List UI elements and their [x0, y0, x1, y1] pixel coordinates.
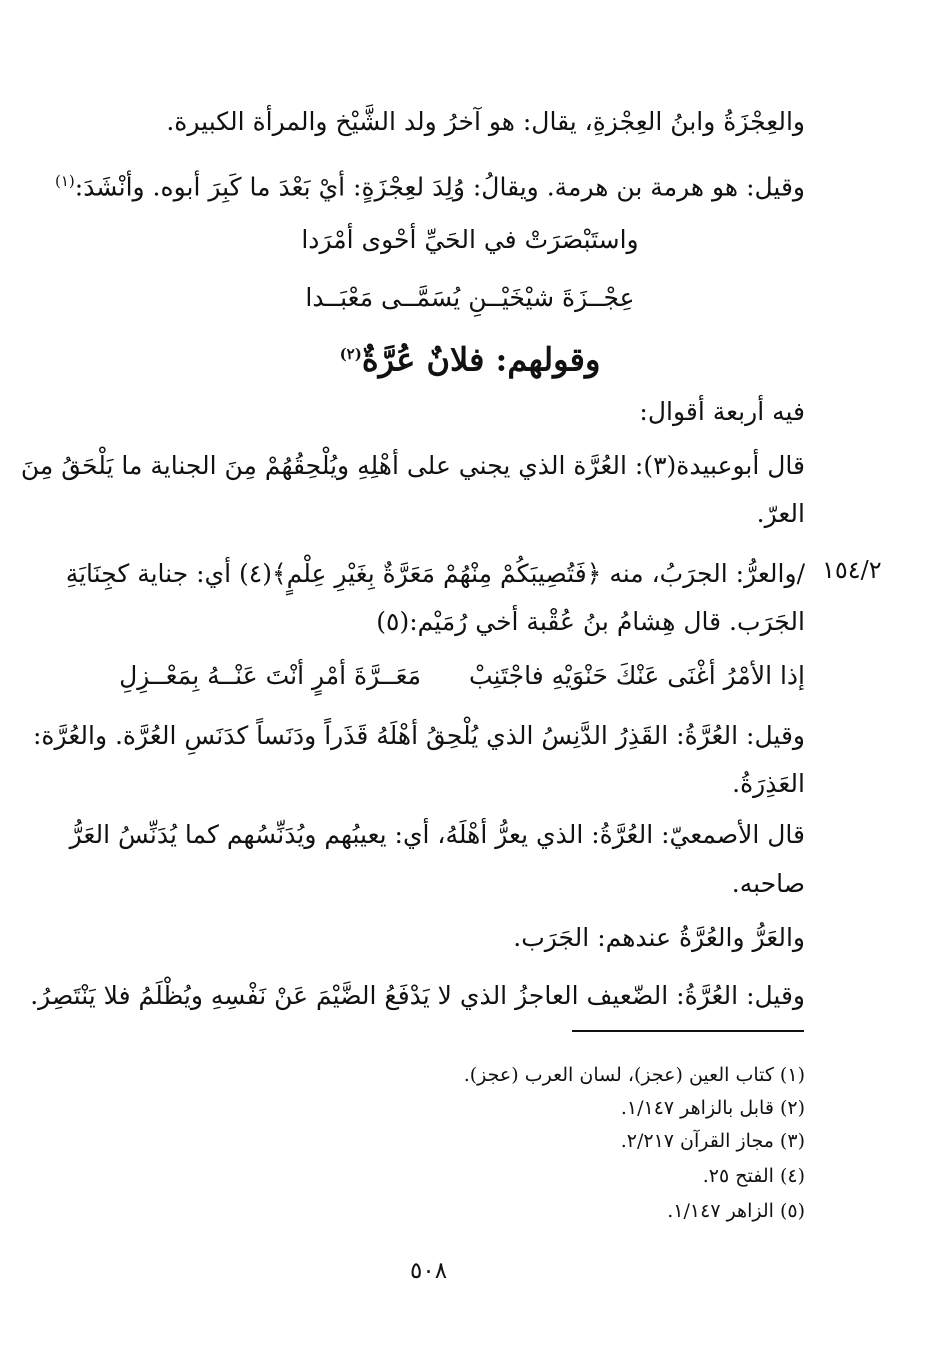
section-heading: [240, 333, 700, 381]
text-line-1-content: والعِجْزَةُ وابنُ العِجْزةِ، يقال: هو آخرُ ولد الشَّيْخ والمرأة الكبيرة.: [166, 107, 805, 136]
text-line-8: [33, 718, 805, 754]
verse-line-1-content: واستَبْصَرَتْ في الحَيِّ أحْوى أمْرَدا: [301, 225, 639, 254]
text-line-11-content: صاحبه.: [731, 869, 805, 898]
text-line-10: [70, 817, 805, 853]
text-line-6: [66, 556, 805, 592]
page-number: [410, 1258, 447, 1284]
footnote-4: [703, 1163, 805, 1189]
text-line-9: [732, 766, 805, 802]
text-line-10-content: قال الأصمعيّ: العُرَّةُ: الذي يعرُّ أهْلَهُ، أي: يعيبُهم ويُدَنِّسُهم كما يُدَنِّسُ العَرُّ: [69, 820, 805, 849]
text-line-8-content: وقيل: العُرَّةُ: القَذِرُ الدَّنِسُ الذي يُلْحِقُ أهْلَهُ قَذَراً ودَنَساً كدَنَسِ العُرَّة. والعُرَّة:: [33, 721, 805, 750]
footnote-separator: [572, 1030, 804, 1032]
verse-line-3-first-hemistich: إذا الأمْرُ أغْنَى عَنْكَ حَنْوَيْهِ فاجْتَنِبْ: [468, 661, 805, 690]
footnote-5: [667, 1198, 805, 1224]
text-line-5: [757, 496, 805, 532]
footnote-5-text: (٥) الزاهر ١/١٤٧.: [667, 1200, 805, 1222]
page-number-text: ٥٠٨: [410, 1258, 448, 1284]
footnote-1: [464, 1062, 805, 1088]
text-line-1: [166, 104, 805, 140]
text-line-6-content: /والعرُّ: الجرَبُ، منه ﴿فَتُصِيبَكُمْ مِنْهُمْ مَعَرَّةٌ بِغَيْرِ عِلْمٍ﴾(٤) أي: جناية كجِنَايَةِ: [65, 559, 805, 588]
footnote-4-text: (٤) الفتح ٢٥.: [702, 1165, 805, 1187]
text-line-4: [21, 448, 805, 484]
text-line-13: [30, 978, 805, 1014]
text-line-2: [55, 163, 805, 205]
footnote-ref-1: (١): [54, 172, 75, 190]
footnote-2: [621, 1095, 805, 1121]
verse-line-1: [260, 222, 680, 258]
text-line-5-content: العرّ.: [756, 499, 805, 528]
margin-page-reference-text: ١٥٤/٢: [822, 556, 882, 584]
verse-line-2: [260, 280, 680, 316]
text-line-7: [376, 604, 805, 640]
footnote-3-text: (٣) مجاز القرآن ٢/٢١٧.: [620, 1130, 805, 1152]
text-line-3-content: فيه أربعة أقوال:: [639, 397, 805, 426]
text-line-2-content: وقيل: هو هرمة بن هرمة. ويقالُ: وُلِدَ لعِجْزَةٍ: أيْ بَعْدَ ما كَبِرَ أبوه. وأنْشَدَ:: [74, 172, 805, 202]
text-line-11: [732, 866, 805, 902]
text-line-4-content: قال أبوعبيدة(٣): العُرَّة الذي يجني على أهْلِهِ ويُلْحِقُهُمْ مِنَ الجناية ما يَلْحَقُ مِنَ: [20, 451, 805, 480]
footnote-2-text: (٢) قابل بالزاهر ١/١٤٧.: [620, 1097, 805, 1119]
footnote-3: [621, 1128, 805, 1154]
verse-line-3-second-hemistich: مَعَــرَّةَ أمْرٍ أنْتَ عَنْــهُ بِمَعْــزِلِ: [119, 661, 422, 690]
footnote-ref-2: (٢): [339, 345, 362, 363]
section-heading-text: وقولهم: فلانٌ عُرَّةٌ: [361, 340, 601, 379]
text-line-7-content: الجَرَب. قال هِشامُ بنُ عُقْبة أخي رُمَيْم:(٥): [376, 607, 805, 636]
footnote-1-text: (١) كتاب العين (عجز)، لسان العرب (عجز).: [463, 1064, 805, 1086]
margin-page-reference: [822, 556, 882, 584]
text-line-3: [639, 394, 805, 430]
text-line-13-content: وقيل: العُرَّةُ: الضّعيف العاجزُ الذي لا يَدْفَعُ الضَّيْمَ عَنْ نَفْسِهِ ويُظْلَمُ فلا يَنْتَصِرُ.: [30, 981, 805, 1010]
text-line-12: [513, 920, 805, 956]
text-line-12-content: والعَرُّ والعُرَّةُ عندهم: الجَرَب.: [513, 923, 805, 952]
text-line-9-content: العَذِرَةُ.: [732, 769, 805, 798]
verse-line-2-content: عِجْــزَةَ شيْخَيْــنِ يُسَمَّــى مَعْبَــدا: [305, 283, 635, 312]
verse-line-3: [119, 658, 805, 694]
